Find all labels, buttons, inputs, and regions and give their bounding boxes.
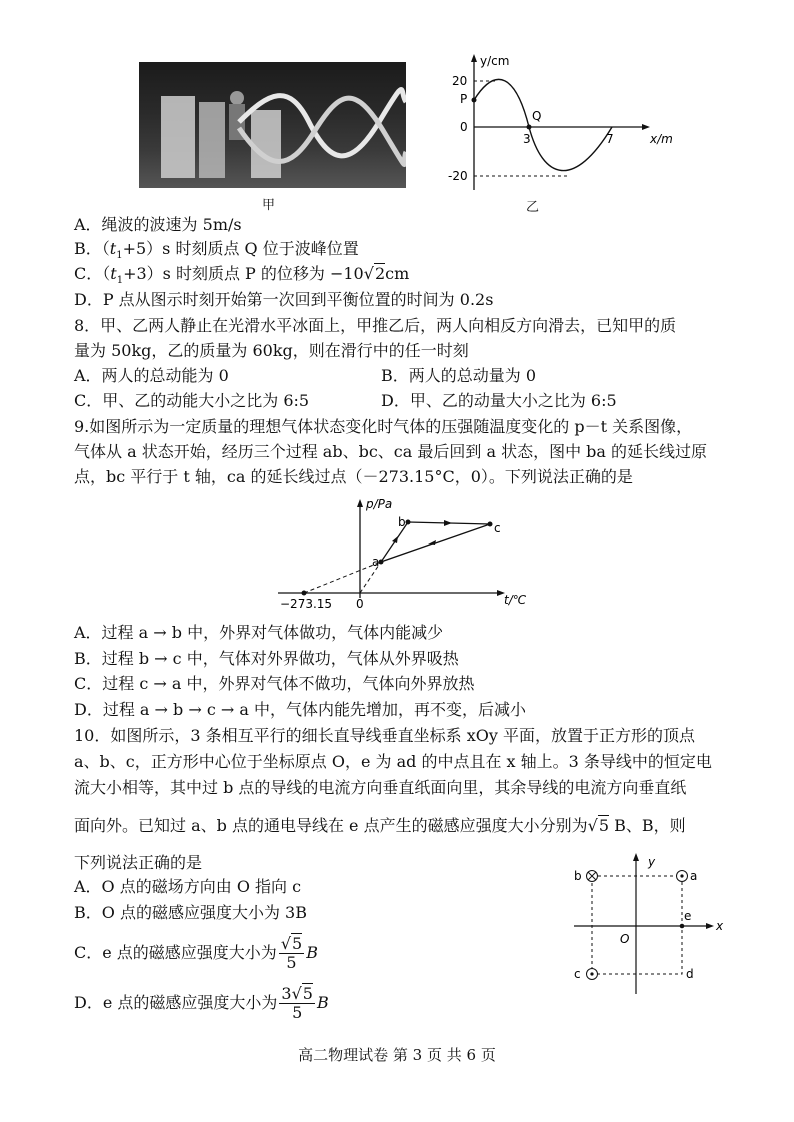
pt-y-axis-label: p/Pa	[366, 497, 393, 511]
q10-option-c: C．e 点的磁感应强度大小为 $\frac{√5}{5}$ B	[74, 934, 318, 972]
sq-origin-label: O	[620, 932, 630, 946]
pt-graph	[268, 494, 538, 616]
q9-stem-line2: 气体从 a 状态开始，经历三个过程 ab、bc、ca 最后回到 a 状态，图中 ba 的延长线过原	[74, 442, 708, 461]
wave-point-q	[527, 125, 532, 130]
wave-graph	[436, 50, 676, 200]
q10-c-fraction: $\frac{√5}{5}$	[280, 934, 303, 972]
q9-option-b: B．过程 b → c 中，气体对外界做功，气体从外界吸热	[74, 649, 459, 668]
sq-point-e	[680, 924, 685, 929]
pt-arrow-bc	[444, 520, 452, 526]
sq-y-label: y	[648, 855, 656, 869]
pt-arrow-ca	[428, 540, 436, 545]
q9-option-d: D．过程 a → b → c → a 中，气体内能先增加，再不变，后减小	[74, 700, 527, 719]
sq-x-label: x	[716, 919, 724, 933]
pt-y-arrow	[357, 499, 363, 507]
q8-stem-line1: 8．甲、乙两人静止在光滑水平冰面上，甲推乙后，两人向相反方向滑去，已知甲的质	[74, 316, 677, 335]
q10-option-d: D．e 点的磁感应强度大小为 $\frac{3√5}{5}$ B	[74, 984, 329, 1022]
sq-y-arrow	[633, 853, 639, 861]
q9-option-c: C．过程 c → a 中，外界对气体不做功，气体向外界放热	[74, 674, 475, 693]
wave-tick-3: 3	[523, 132, 531, 146]
q10-option-b: B．O 点的磁感应强度大小为 3B	[74, 903, 307, 922]
wave-origin: 0	[460, 120, 468, 134]
pt-segment-ca	[381, 524, 490, 562]
q9-option-a: A．过程 a → b 中，外界对气体做功，气体内能减少	[74, 623, 444, 642]
sq-label-e: e	[684, 909, 692, 923]
q7-option-d: D．P 点从图示时刻开始第一次回到平衡位置的时间为 0.2s	[74, 290, 494, 309]
sq-square	[592, 876, 682, 974]
rope-wave-illustration	[139, 62, 406, 188]
sq-label-c: c	[574, 967, 581, 981]
wave-label-p: P	[460, 92, 468, 106]
q9-stem-line3: 点，bc 平行于 t 轴，ca 的延长线过点（－273.15°C，0）。下列说法正确的是	[74, 467, 633, 486]
pt-arrow-ab	[392, 536, 398, 543]
wave-label-q: Q	[532, 109, 542, 123]
q8-stem-line2: 量为 50kg，乙的质量为 60kg，则在滑行中的任一时刻	[74, 341, 469, 360]
pt-origin-label: 0	[356, 597, 364, 611]
pt-label-a: a	[372, 555, 380, 569]
q7-option-c: C．$(t_1+3)s$ 时刻质点 P 的位移为 −10√2cm	[74, 264, 410, 287]
rope-wave-photo	[139, 62, 406, 188]
wave-caption: 乙	[526, 200, 540, 215]
q10-stem-line2: a、b、c，正方形中心位于坐标原点 O，e 为 ad 的中点且在 x 轴上。3 条导线中的恒定电	[74, 752, 712, 771]
q10-option-a: A．O 点的磁场方向由 O 指向 c	[74, 877, 302, 896]
wave-tick-7: 7	[606, 132, 614, 146]
pt-x-axis-label: t/℃	[504, 593, 527, 607]
wave-curve	[474, 79, 612, 170]
wave-y-max: 20	[452, 74, 468, 88]
q8-option-a: A．两人的总动能为 0	[74, 366, 229, 385]
sq-label-b: b	[574, 869, 582, 883]
q10-stem-line5: 下列说法正确的是	[74, 853, 203, 872]
q10-stem-line4: 面向外。已知过 a、b 点的通电导线在 e 点产生的磁感应强度大小分别为√5 B、B，则	[74, 816, 686, 835]
wave-y-axis-label: y/cm	[480, 54, 510, 68]
q8-option-d: D．甲、乙的动量大小之比为 6:5	[381, 391, 617, 410]
q7-option-a: A．绳波的波速为 5m/s	[74, 215, 242, 234]
pt-ca-extension	[304, 562, 381, 593]
sq-x-arrow	[706, 923, 714, 929]
wire-square-diagram	[566, 850, 726, 1000]
sq-label-d: d	[686, 967, 694, 981]
wave-x-arrow	[642, 124, 650, 130]
q10-stem-line1: 10．如图所示，3 条相互平行的细长直导线垂直坐标系 xOy 平面，放置于正方形的顶点	[74, 726, 695, 745]
pt-label-c: c	[494, 521, 501, 535]
pt-point-b	[406, 520, 411, 525]
wave-point-p	[472, 98, 477, 103]
wave-y-arrow	[471, 54, 477, 62]
sq-label-a: a	[690, 869, 698, 883]
q10-d-fraction: $\frac{3√5}{5}$	[281, 984, 313, 1022]
q8-option-c: C．甲、乙的动能大小之比为 6:5	[74, 391, 310, 410]
q10-stem-line3: 流大小相等，其中过 b 点的导线的电流方向垂直纸面向里，其余导线的电流方向垂直纸	[74, 778, 687, 797]
q9-stem-line1: 9.如图所示为一定质量的理想气体状态变化时气体的压强随温度变化的 p－t 关系图像，	[74, 417, 693, 436]
page-footer: 高二物理试卷 第 3 页 共 6 页	[298, 1046, 496, 1064]
pt-neg-temp-label: −273.15	[280, 597, 333, 611]
pt-point-neg-temp	[302, 591, 307, 596]
pt-label-b: b	[398, 515, 406, 529]
q8-option-b: B．两人的总动量为 0	[381, 366, 537, 385]
wave-y-min: -20	[448, 169, 468, 183]
q7-option-b: B．$(t_1+5)s$ 时刻质点 Q 位于波峰位置	[74, 239, 359, 262]
photo-caption: 甲	[262, 198, 276, 213]
pt-point-c	[488, 522, 493, 527]
wave-x-axis-label: x/m	[650, 132, 673, 146]
